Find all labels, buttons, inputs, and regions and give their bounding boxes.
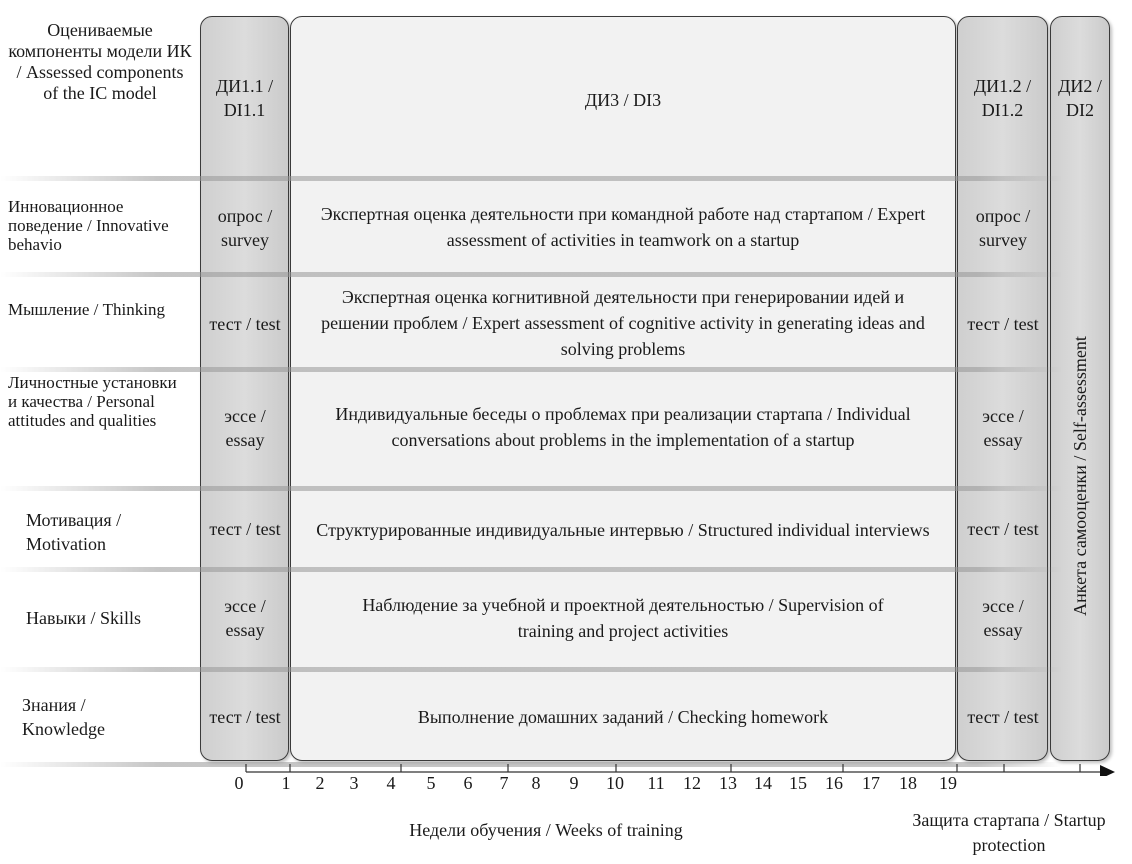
header-assessed-components: Оцениваемые компоненты модели ИК / Assessed components of the IC model — [8, 20, 192, 103]
row-2-right-method: эссе / essay — [982, 406, 1024, 450]
tick-label: 0 — [234, 773, 244, 793]
tick-label: 19 — [939, 773, 957, 793]
row-label-thinking: Мышление / Thinking — [8, 300, 165, 319]
tick-label: 14 — [754, 773, 772, 793]
row-label-personal-attitudes: Личностные установки и качества / Personal attitudes and qualities — [8, 373, 177, 430]
tick-label: 11 — [647, 773, 665, 793]
row-0-right-method: опрос / survey — [975, 206, 1031, 250]
tick-label: 4 — [386, 773, 396, 793]
row-1-right-method: тест / test — [967, 314, 1039, 334]
tick-label: 6 — [463, 773, 473, 793]
row-0-left-method: опрос / survey — [217, 206, 273, 250]
row-separator — [0, 667, 1062, 672]
row-2-center-method: Индивидуальные беседы о проблемах при реализации стартапа / Individual conversations about problems in the implementation of a startup — [335, 404, 911, 450]
row-separator — [0, 567, 1062, 572]
row-2-left-method: эссе / essay — [224, 406, 266, 450]
header-di2: ДИ2 / DI2 — [1058, 76, 1102, 120]
tick-label: 13 — [719, 773, 737, 793]
row-1-left-method: тест / test — [209, 314, 281, 334]
tick-label: 2 — [315, 773, 325, 793]
row-label-skills: Навыки / Skills — [26, 608, 141, 628]
tick-label: 8 — [531, 773, 541, 793]
axis-label-startup-protection: Защита стартапа / Startup protection — [912, 810, 1106, 855]
row-label-innovative-behavior: Инновационное поведение / Innovative behavio — [8, 197, 169, 254]
row-3-left-method: тест / test — [209, 519, 281, 539]
row-separator — [0, 272, 1062, 277]
row-1-center-method: Экспертная оценка когнитивной деятельности при генерировании идей и решении проблем / Expert assessment of cognitive activity in generating ideas and solving problems — [321, 287, 925, 359]
tick-label: 3 — [349, 773, 359, 793]
row-label-motivation: Мотивация / Motivation — [26, 510, 122, 554]
row-0-center-method: Экспертная оценка деятельности при командной работе над стартапом / Expert assessment of activities in teamwork on a startup — [320, 204, 926, 250]
tick-label: 18 — [899, 773, 917, 793]
header-di3: ДИ3 / DI3 — [584, 90, 662, 110]
row-3-right-method: тест / test — [967, 519, 1039, 539]
row-4-left-method: эссе / essay — [224, 596, 266, 640]
row-4-right-method: эссе / essay — [982, 596, 1024, 640]
row-5-left-method: тест / test — [209, 707, 281, 727]
row-separator — [0, 367, 1062, 372]
self-assessment-label: Анкета самооценки / Self-assessment — [1070, 336, 1090, 616]
header-di11: ДИ1.1 / DI1.1 — [215, 76, 274, 120]
tick-label: 5 — [426, 773, 436, 793]
tick-label: 15 — [789, 773, 807, 793]
tick-label: 1 — [281, 773, 291, 793]
axis-label-weeks: Недели обучения / Weeks of training — [409, 820, 683, 840]
tick-label: 17 — [862, 773, 880, 793]
row-separator — [0, 176, 1062, 181]
row-4-center-method: Наблюдение за учебной и проектной деятельностью / Supervision of training and project activities — [362, 595, 884, 641]
tick-label: 12 — [683, 773, 701, 793]
row-5-right-method: тест / test — [967, 707, 1039, 727]
tick-label: 16 — [825, 773, 843, 793]
row-3-center-method: Структурированные индивидуальные интервью / Structured individual interviews — [316, 520, 930, 540]
tick-label: 9 — [569, 773, 579, 793]
row-label-knowledge: Знания / Knowledge — [22, 695, 105, 739]
tick-label: 10 — [606, 773, 624, 793]
row-5-center-method: Выполнение домашних заданий / Checking homework — [417, 707, 829, 727]
header-di12: ДИ1.2 / DI1.2 — [973, 76, 1032, 120]
tick-label: 7 — [499, 773, 509, 793]
row-separator — [0, 486, 1062, 491]
